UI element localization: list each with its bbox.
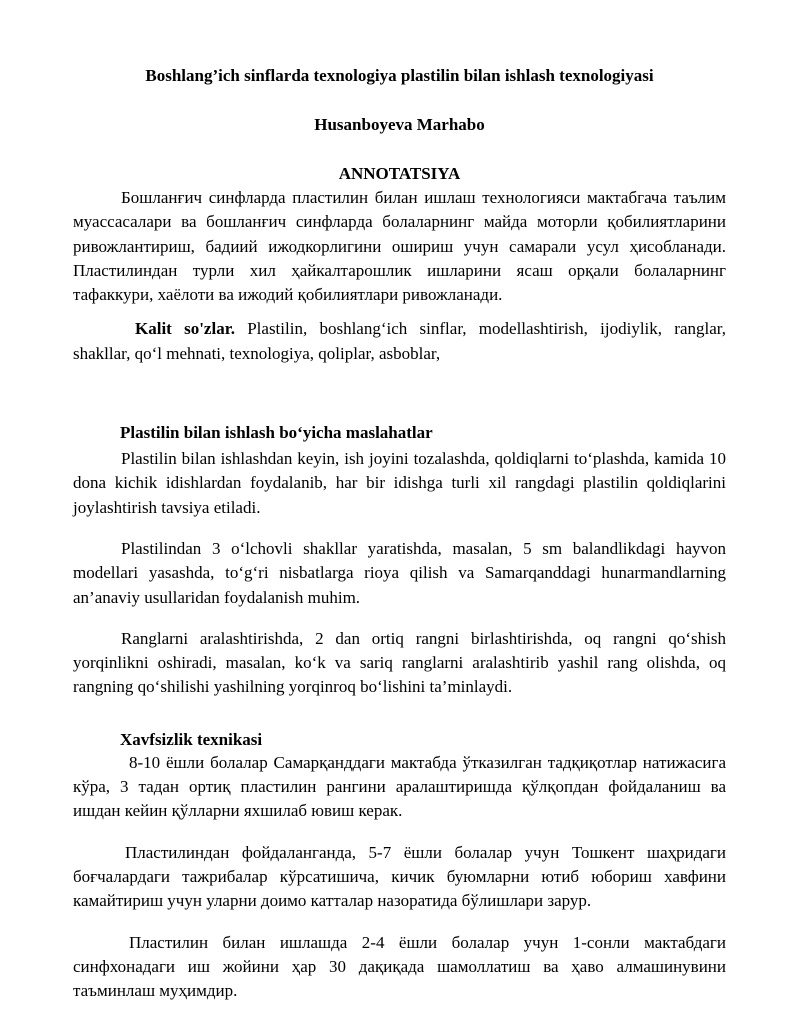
- annotation-paragraph: Бошланғич синфларда пластилин билан ишлаш технологияси мактабгача таълим муассасалари ва бошланғич синфларда болаларнинг майда моторли қобилиятларини ривожлантириш, бадиий ижодкорлигини ошириш учун самарали усул ҳисобланади. Пластилиндан турли хил ҳайкалтарошлик ишларини ясаш орқали болаларнинг тафаккури, хаёлоти ва ижодий қобилиятлари ривожланади.: [73, 188, 726, 305]
- paper-title: Boshlang’ich sinflarda texnologiya plastilin bilan ishlash texnologiyasi: [145, 66, 654, 85]
- document-page: [73, 66, 726, 1003]
- tips-paragraph-3: Ranglarni aralashtirishda, 2 dan ortiq rangni birlashtirishda, oq rangni qo‘shish yorqinlikni oshiradi, masalan, ko‘k va sariq ranglarni aralashtirib yashil rang olishda, oq rangning qo‘shilishi yashilning yorqinroq bo‘lishini ta’minlaydi.: [73, 628, 726, 697]
- tips-paragraph-2: Plastilindan 3 o‘lchovli shakllar yaratishda, masalan, 5 sm balandlikdagi hayvon modellari yasashda, to‘g‘ri nisbatlarga rioya qilish va Samarqanddagi hunarmandlarning an’anaviy usullaridan foydalanish muhim.: [73, 538, 726, 607]
- keywords-paragraph: [73, 317, 726, 366]
- section-heading-tips: Plastilin bilan ishlash bo‘yicha maslahatlar: [120, 423, 433, 443]
- safety-paragraph-2: Пластилиндан фойдаланганда, 5-7 ёшли болалар учун Тошкент шаҳридаги боғчалардаги тажрибалар кўрсатишича, кичик буюмларни ютиб юбориш хавфини камайтириш учун уларни доимо катталар назоратида бўлишлари зарур.: [73, 842, 726, 911]
- keywords-text: Plastilin, boshlang‘ich sinflar, modellashtirish, ijodiylik, ranglar, shakllar, qo‘l mehnati, texnologiya, qoliplar, asboblar,: [73, 319, 726, 363]
- safety-paragraph-3: Пластилин билан ишлашда 2-4 ёшли болалар учун 1-сонли мактабдаги синфхонадаги иш жойини ҳар 30 дақиқада шамоллатиш ва ҳаво алмашинувини таъминлаш муҳимдир.: [73, 932, 726, 1001]
- keywords-label: Kalit so'zlar.: [135, 319, 235, 339]
- safety-paragraph-1: 8-10 ёшли болалар Самарқанддаги мактабда ўтказилган тадқиқотлар натижасига кўра, 3 тадан ортиқ пластилин рангини аралаштиришда қўлқопдан фойдаланиш ва ишдан кейин қўлларни яхшилаб ювиш керак.: [73, 752, 726, 821]
- author-name: Husanboyeva Marhabo: [314, 115, 485, 134]
- section-heading-safety: Xavfsizlik texnikasi: [120, 729, 263, 749]
- annotation-heading: ANNOTATSIYA: [338, 164, 461, 183]
- tips-paragraph-1: Plastilin bilan ishlashdan keyin, ish joyini tozalashda, qoldiqlarni to‘plashda, kamida 10 dona kichik idishlardan foydalanib, har bir idishga turli xil rangdagi plastilin qoldiqlarini joylashtirish tavsiya etiladi.: [73, 449, 726, 517]
